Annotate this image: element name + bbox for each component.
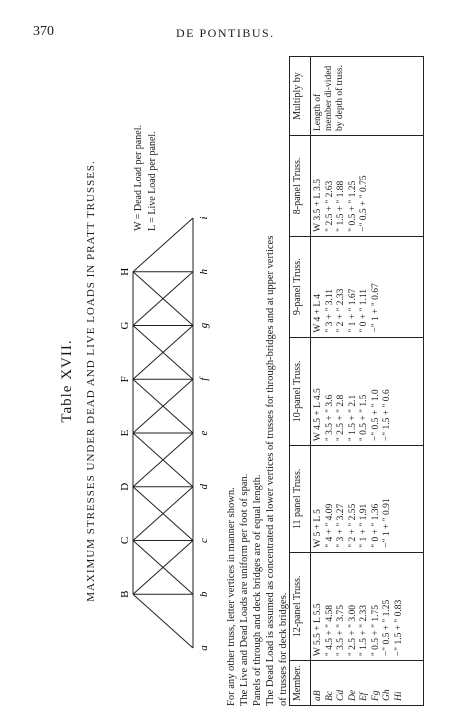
- upper-vertex-label: B: [119, 590, 131, 598]
- stress-value: " 0.5 + " 1.5: [359, 394, 369, 442]
- legend-dead-load: W = Dead Load per panel.: [133, 125, 144, 231]
- table-titles: [57, 56, 117, 706]
- stress-value: " 4 + " 4.09: [324, 503, 335, 548]
- pratt-truss-diagram: [115, 198, 215, 658]
- stress-value: " 1 + " 1.91: [359, 503, 369, 548]
- lower-vertex-label: i: [198, 216, 210, 220]
- member-name: Hi: [393, 691, 404, 701]
- header-multiply-by: Multiply by: [290, 57, 311, 136]
- lower-vertex-label: f: [198, 377, 210, 381]
- lower-vertex-label: g: [198, 322, 210, 329]
- column-10-panel: [311, 337, 424, 445]
- truss-svg: [115, 198, 215, 658]
- stress-value: " 2 + " 2.33: [336, 288, 346, 333]
- page-header: [0, 0, 450, 48]
- stress-value: [394, 342, 406, 441]
- stress-value: " 2.5 + " 3.00: [347, 605, 358, 657]
- stress-value: [382, 140, 394, 232]
- stress-value: −" 1.5 + " 0.83: [393, 599, 404, 657]
- header-8-panel: 8-panel Truss.: [290, 136, 311, 237]
- header-9-panel: 9-panel Truss.: [290, 236, 311, 337]
- note-line: Panels of through and deck bridges are of equal length.: [252, 474, 263, 706]
- table-number: Table XVII.: [59, 339, 75, 423]
- stress-value: " 4.5 + " 4.58: [324, 605, 335, 657]
- stress-value: W 4 + L 4: [313, 294, 323, 333]
- member-name: Ef: [359, 692, 369, 701]
- stress-value: −" 0.5 + " 0.75: [359, 175, 369, 232]
- running-title: DE PONTIBUS.: [176, 26, 275, 40]
- table-notes: [225, 56, 290, 706]
- stress-value: " 1.5 + " 1.88: [336, 180, 346, 232]
- stress-value: " 2.5 + " 2.63: [324, 180, 335, 232]
- column-11-panel: [311, 446, 424, 553]
- member-list: [311, 661, 424, 706]
- note-line: The Live and Dead Loads are uniform per foot of span.: [239, 473, 250, 706]
- stress-value: " 3.5 + " 3.75: [336, 605, 346, 657]
- upper-vertex-label: H: [119, 267, 131, 276]
- stress-value: " 2.5 + " 2.8: [336, 394, 346, 442]
- header-11-panel: 11 panel Truss.: [290, 446, 311, 553]
- header-row: [290, 57, 311, 706]
- table-body-row: [311, 57, 424, 706]
- stress-value: [394, 241, 406, 333]
- note-line: For any other truss, letter vertices in manner shown.: [226, 487, 237, 706]
- lower-vertex-label: c: [198, 538, 210, 543]
- stress-value: " 3 + " 3.11: [324, 288, 335, 333]
- stress-value: " 0 + " 1.36: [370, 503, 381, 548]
- member-name: Fg: [370, 690, 381, 701]
- stress-value: " 1 + " 1.67: [347, 288, 358, 333]
- member-name: Cd: [336, 689, 346, 701]
- member-name: Bc: [324, 690, 335, 701]
- header-10-panel: 10-panel Truss.: [290, 337, 311, 445]
- stress-value: [394, 450, 406, 548]
- stress-table: [289, 56, 424, 706]
- stress-value: −" 1 + " 0.91: [382, 498, 392, 548]
- lower-vertex-label: e: [198, 430, 210, 436]
- stress-value: W 5.5 + L 5.5: [313, 603, 323, 657]
- page-number: 370: [33, 24, 54, 39]
- stress-value: [394, 140, 406, 232]
- upper-vertex-label: D: [119, 482, 131, 491]
- stress-value: −" 1 + " 0.67: [370, 283, 381, 333]
- member-name: Gh: [382, 689, 392, 701]
- column-8-panel: [311, 136, 424, 237]
- stress-value: " 3 + " 3.27: [336, 503, 346, 548]
- end-post: [133, 594, 193, 648]
- header-12-panel: 12-panel Truss.: [290, 552, 311, 660]
- column-9-panel: [311, 236, 424, 337]
- table-caption: MAXIMUM STRESSES UNDER DEAD AND LIVE LOADS IN PRATT TRUSSES.: [85, 160, 97, 602]
- stress-value: " 1.5 + " 2.1: [347, 394, 358, 442]
- stress-value: [371, 140, 383, 232]
- stress-value: " 2 + " 2.55: [347, 503, 358, 548]
- stress-value: " 0.5 + " 1.75: [370, 605, 381, 657]
- stress-value: " 1.5 + " 2.33: [359, 605, 369, 657]
- stress-value: W 5 + L 5: [313, 509, 323, 548]
- stress-value: " 0 + " 1.11: [359, 288, 369, 333]
- note-line: The Dead Load is assumed as concentrated at lower vertices of trusses for through-bridges and at upper vertices: [265, 235, 276, 706]
- stress-value: " 3.5 + " 3.6: [324, 394, 335, 442]
- stress-value: " 0.5 + " 1.25: [347, 180, 358, 232]
- stress-value: W 3.5 + L 3.5: [313, 178, 323, 232]
- lower-vertex-label: a: [198, 645, 210, 651]
- member-name: aB: [313, 690, 323, 701]
- lower-vertex-label: b: [198, 591, 210, 597]
- stress-value: −" 0.5 + " 1.0: [370, 389, 381, 442]
- upper-vertex-label: G: [119, 321, 131, 330]
- upper-vertex-label: E: [119, 429, 131, 437]
- legend-live-load: L = Live Load per panel.: [147, 131, 158, 231]
- stress-value: [382, 241, 394, 333]
- stress-value: −" 1.5 + " 0.6: [382, 389, 392, 442]
- column-12-panel: [311, 552, 424, 660]
- member-name: De: [347, 689, 358, 701]
- note-line: of trusses for deck bridges.: [278, 592, 289, 706]
- lower-vertex-label: d: [198, 484, 210, 490]
- stress-value: W 4.5 + L 4.5: [313, 388, 323, 442]
- multiply-by-note: Length of member di-vided by depth of truss.: [311, 57, 424, 136]
- upper-vertex-label: F: [119, 376, 131, 383]
- upper-vertex-label: C: [119, 536, 131, 545]
- stress-value: −" 0.5 + " 1.25: [382, 599, 392, 657]
- header-member: Member.: [290, 661, 311, 706]
- rotated-page-content: [57, 56, 427, 706]
- lower-vertex-label: h: [198, 269, 210, 275]
- load-legend: [132, 125, 160, 231]
